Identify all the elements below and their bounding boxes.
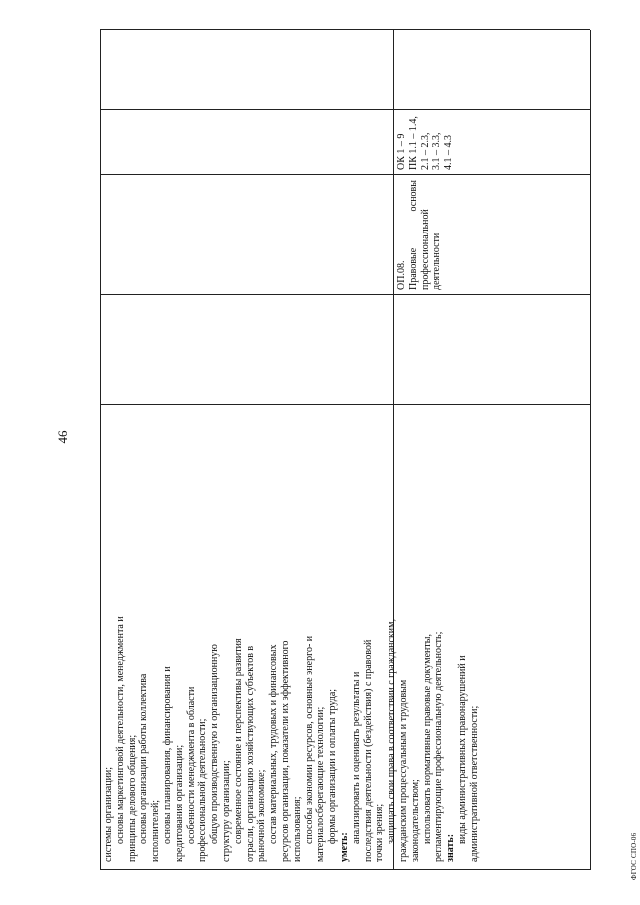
- rotated-table: [100, 30, 590, 870]
- table-border-bottom: [590, 30, 591, 870]
- competence-line: ПК 1.1 – 1.4,: [407, 116, 419, 170]
- column-divider-competences: [100, 109, 590, 110]
- column-divider-content: [100, 404, 590, 405]
- discipline-name: [408, 180, 443, 290]
- competences-cell: [394, 110, 464, 174]
- table-border-right: [100, 29, 590, 30]
- content-line: основы планирования, финансирования и: [161, 666, 173, 844]
- content-line: виды административных правонарушений и: [456, 655, 468, 844]
- content-cell: [101, 406, 480, 866]
- discipline-cell: [394, 176, 464, 294]
- discipline-name-word: основы: [407, 180, 419, 212]
- content-line: административной ответственности;: [468, 705, 480, 862]
- table-border-left: [100, 869, 590, 870]
- content-line: структуру организации;: [220, 760, 232, 862]
- content-line: принципы делового общения;: [126, 734, 138, 862]
- content-line: защищать свои права в соответствии с гражданским,: [386, 619, 398, 844]
- content-line: формы организации и оплаты труда;: [327, 688, 339, 844]
- competence-line: 3.1 – 3.3,: [431, 132, 443, 170]
- content-line: общую производственную и организационную: [209, 644, 221, 844]
- competence-list: [396, 114, 455, 170]
- content-line: особенности менеджмента в области: [185, 686, 197, 844]
- content-line: состав материальных, трудовых и финансовых: [268, 644, 280, 844]
- content-line: материалосберегающие технологии;: [315, 706, 327, 862]
- discipline-name-line: [408, 180, 420, 290]
- content-line: использовать нормативные правовые документы,: [421, 634, 433, 844]
- content-line: ресурсов организации, показатели их эффективного: [279, 640, 291, 862]
- content-lines: [103, 410, 481, 862]
- content-line: регламентирующие профессиональную деятельность;: [433, 631, 445, 862]
- content-line: системы организации;: [103, 766, 114, 862]
- discipline-name-word: Правовые: [407, 247, 419, 290]
- discipline-name-line: профессиональной: [419, 209, 431, 290]
- competence-line: 2.1 – 2.3,: [419, 132, 431, 170]
- competence-line: ОК 1 – 9: [396, 133, 407, 170]
- page-number: 46: [55, 430, 70, 444]
- content-line: рыночной экономике;: [256, 769, 268, 862]
- content-line: анализировать и оценивать результаты и: [350, 671, 362, 844]
- content-line: кредитования организации;: [173, 744, 185, 862]
- content-line: исполнителей;: [150, 799, 162, 862]
- content-line: последствия деятельности (бездействия) с правовой: [362, 639, 374, 862]
- column-divider-discipline: [100, 174, 590, 175]
- content-line: способы экономии ресурсов, основные энерго- и: [303, 635, 315, 844]
- content-line: профессиональной деятельности;: [197, 718, 209, 862]
- content-line: уметь:: [338, 832, 350, 862]
- content-line: использования;: [291, 796, 303, 862]
- content-line: основы организации работы коллектива: [138, 673, 150, 844]
- footer-code: ФГОС СПО-06: [630, 832, 638, 880]
- discipline-code: ОП.08.: [396, 260, 407, 290]
- competence-line: 4.1 – 4.3: [443, 135, 455, 170]
- content-line: основы маркетинговой деятельности, менеджмента и: [114, 616, 126, 844]
- content-line: знать:: [445, 833, 457, 862]
- content-line: гражданским процессуальным и трудовым: [397, 679, 409, 862]
- discipline-name-line: деятельности: [431, 232, 443, 290]
- content-line: законодательством;: [409, 779, 421, 862]
- content-line: точки зрения;: [374, 803, 386, 862]
- content-line: современное состояние и перспективы развития: [232, 638, 244, 844]
- content-line: отрасли, организацию хозяйствующих субъектов в: [244, 645, 256, 862]
- column-divider-hours: [100, 294, 590, 295]
